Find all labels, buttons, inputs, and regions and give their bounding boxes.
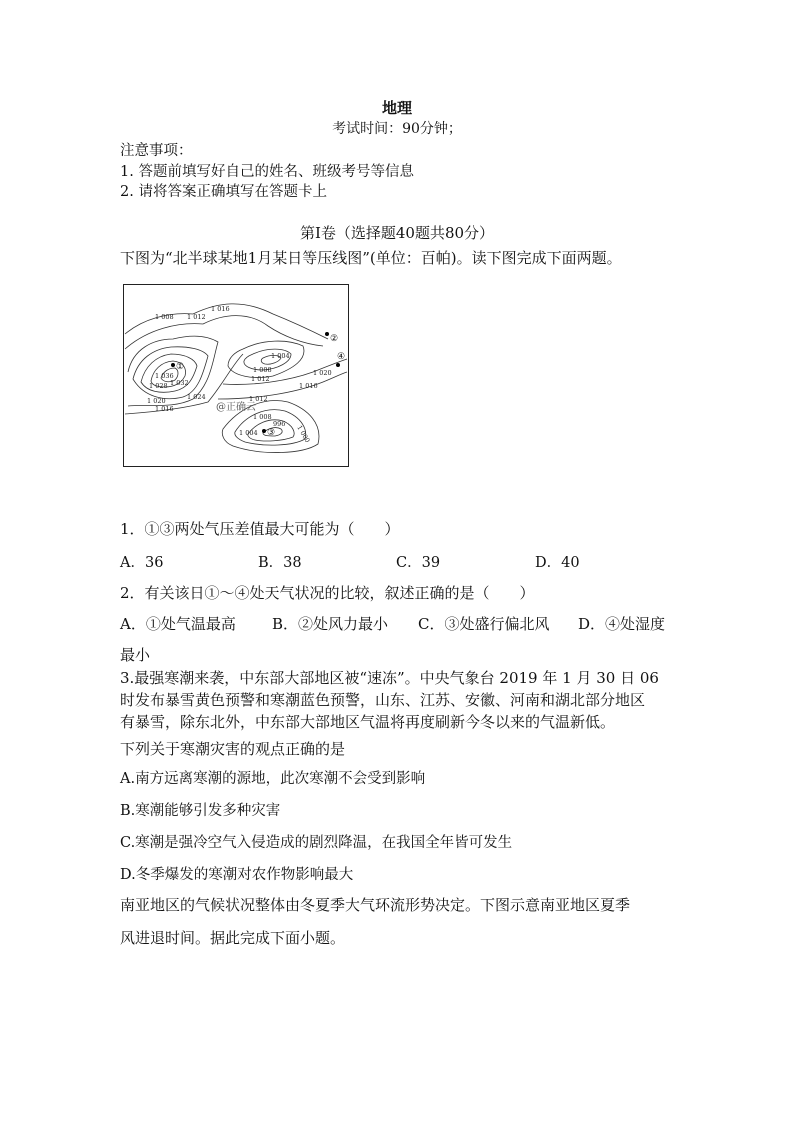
isobar-label: 1 016 (211, 305, 230, 313)
point-marker (325, 332, 329, 336)
isobar-label: 1 036 (155, 372, 174, 380)
point-label: ② (330, 334, 339, 344)
isobar-label: 1 004 (239, 429, 258, 437)
notice-heading: 注意事项： (120, 143, 193, 159)
q3-option-b: B.寒潮能够引发多种灾害 (120, 803, 281, 819)
q3-ask: 下列关于寒潮灾害的观点正确的是 (120, 740, 346, 758)
q1-option-a: A．36 (120, 555, 164, 571)
q3-line-3: 有暴雪，除东北外，中东部大部地区气温将再度刷新今冬以来的气温新低。 (120, 713, 616, 731)
q2-option-d-tail: 最小 (120, 646, 151, 664)
isobar-label: 1 028 (149, 382, 168, 390)
q1-option-b: B．38 (258, 555, 302, 571)
isobar-label: 1 024 (187, 393, 206, 401)
point-label: ③ (267, 428, 276, 438)
intro2-line-2: 风进退时间。据此完成下面小题。 (120, 929, 346, 947)
isobar-label: 1 004 (271, 352, 290, 360)
isobar-label: 1 020 (313, 369, 332, 377)
isobar-label: 1 032 (170, 379, 189, 387)
isobar-label: 1 016 (299, 382, 318, 390)
q3-option-c: C.寒潮是强冷空气入侵造成的剧烈降温，在我国全年皆可发生 (120, 835, 513, 851)
q2-option-d: D．④处湿度 (578, 615, 666, 633)
exam-time: 考试时间：90分钟； (332, 121, 462, 137)
point-marker (262, 429, 266, 433)
isobar-label: 1 000 (295, 424, 312, 445)
isobar-label: 1 012 (187, 313, 206, 321)
q3-line-2: 时发布暴雪黄色预警和寒潮蓝色预警，山东、江苏、安徽、河南和湖北部分地区 (120, 691, 646, 709)
point-label: ④ (337, 352, 346, 362)
q3-option-a: A.南方远离寒潮的源地，此次寒潮不会受到影响 (120, 771, 426, 787)
isobar-label: 996 (273, 420, 286, 428)
isobar-label: 1 020 (147, 397, 166, 405)
section-title: 第I卷（选择题40题共80分） (299, 224, 495, 242)
isobar-label: 1 008 (155, 313, 174, 321)
isobar-label: 1 008 (253, 413, 272, 421)
map-watermark: @正确云 (216, 402, 256, 413)
q2-option-c: C．③处盛行偏北风 (418, 615, 550, 633)
intro2-line-1: 南亚地区的气候状况整体由冬夏季大气环流形势决定。下图示意南亚地区夏季 (120, 896, 631, 914)
q1-option-c: C．39 (396, 555, 441, 571)
q1-option-d: D．40 (535, 555, 580, 571)
question-intro-1: 下图为“北半球某地1月某日等压线图”(单位：百帕)。读下图完成下面两题。 (120, 249, 622, 267)
isobar-map (123, 284, 349, 467)
point-label: ① (176, 362, 185, 372)
q3-line-1: 3.最强寒潮来袭，中东部大部地区被“速冻”。中央气象台 2019 年 1 月 30 日 06 (120, 669, 659, 687)
q2-option-b: B．②处风力最小 (272, 615, 389, 633)
q2-stem: 2．有关该日①～④处天气状况的比较，叙述正确的是（ ） (120, 584, 535, 602)
notice-item-1: 1. 答题前填写好自己的姓名、班级考号等信息 (120, 164, 414, 180)
q1-stem: 1．①③两处气压差值最大可能为（ ） (120, 520, 400, 538)
isobar-label: 1 008 (253, 366, 272, 374)
q2-option-a: A．①处气温最高 (120, 615, 236, 633)
isobar-label: 1 012 (249, 395, 268, 403)
isobar-label: 1 012 (251, 375, 270, 383)
point-marker (171, 363, 175, 367)
notice-item-2: 2. 请将答案正确填写在答题卡上 (120, 184, 327, 200)
page-title: 地理 (381, 99, 412, 117)
q3-option-d: D.冬季爆发的寒潮对农作物影响最大 (120, 867, 354, 883)
point-marker (336, 363, 340, 367)
isobar-label: 1 016 (155, 405, 174, 413)
